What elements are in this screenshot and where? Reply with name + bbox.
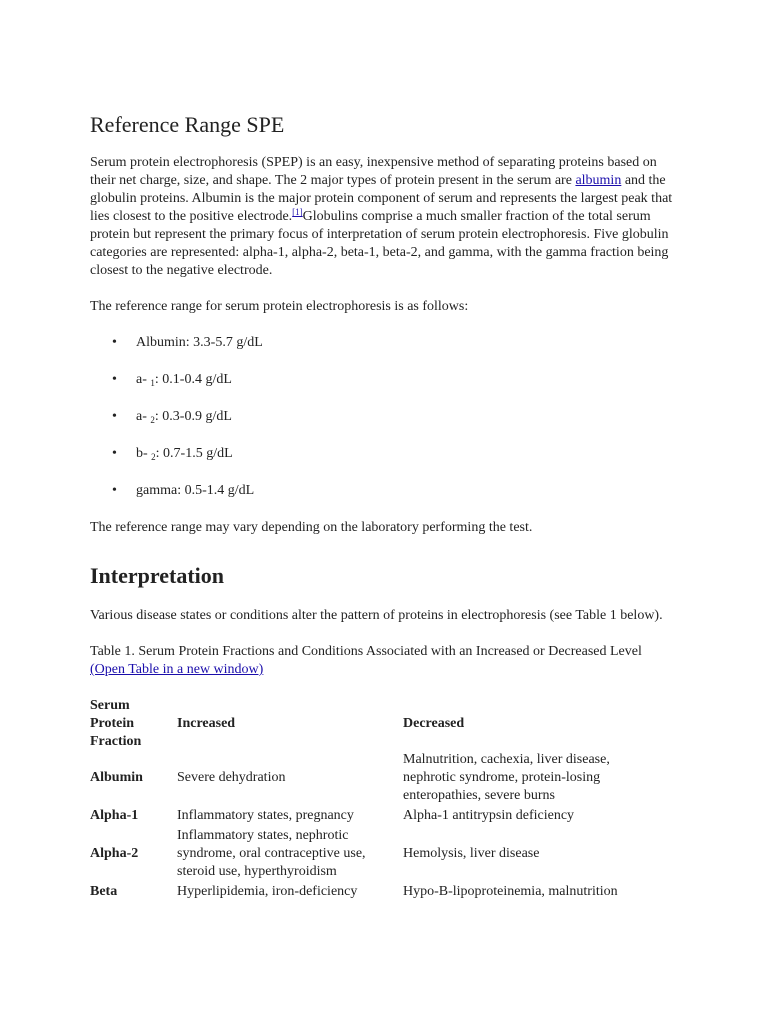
bullet-icon: • bbox=[112, 483, 117, 498]
range-value: : 0.5-1.4 g/dL bbox=[177, 483, 255, 498]
fraction-cell: Albumin bbox=[90, 770, 143, 785]
fraction-cell: Alpha-1 bbox=[90, 808, 139, 823]
decreased-cell: Alpha-1 antitrypsin deficiency bbox=[403, 808, 575, 823]
range-value: : 0.3-0.9 g/dL bbox=[154, 409, 232, 424]
range-subscript: 2 bbox=[151, 452, 156, 462]
decreased-cell: Hypo-B-lipoproteinemia, malnutrition bbox=[403, 884, 618, 899]
range-value: : 3.3-5.7 g/dL bbox=[185, 335, 263, 350]
table-header-row bbox=[90, 697, 663, 751]
table-row bbox=[90, 827, 663, 883]
range-subscript: 2 bbox=[150, 415, 155, 425]
range-value: : 0.1-0.4 g/dL bbox=[154, 372, 232, 387]
albumin-link[interactable]: albumin bbox=[575, 173, 622, 188]
list-item bbox=[112, 334, 680, 352]
table-row bbox=[90, 883, 663, 903]
intro-paragraph bbox=[90, 154, 680, 280]
fraction-cell: Alpha-2 bbox=[90, 846, 139, 861]
page-title: Reference Range SPE bbox=[90, 112, 285, 137]
protein-fractions-table bbox=[90, 697, 663, 903]
bullet-icon: • bbox=[112, 446, 117, 461]
intro-text-3: Globulins comprise a much smaller fraction of the total serum protein but represent the primary focus of interpretation of serum protein electrophoresis. Five globulin categories are represented: alpha-1, alpha-2, beta-1, beta-2, and gamma, with the gamma fraction being closest to the negative electrode. bbox=[90, 209, 669, 278]
list-item bbox=[112, 482, 680, 500]
list-item bbox=[112, 371, 680, 389]
decreased-cell: Malnutrition, cachexia, liver disease, nephrotic syndrome, protein-losing enteropathies, severe burns bbox=[403, 752, 610, 803]
column-header-increased: Increased bbox=[177, 716, 236, 731]
increased-cell: Hyperlipidemia, iron-deficiency bbox=[177, 884, 358, 899]
interpretation-paragraph: Various disease states or conditions alter the pattern of proteins in electrophoresis (see Table 1 below). bbox=[90, 608, 663, 623]
range-name: gamma bbox=[136, 483, 178, 498]
table-row bbox=[90, 807, 663, 827]
increased-cell: Inflammatory states, nephrotic syndrome, oral contraceptive use, steroid use, hyperthyroidism bbox=[177, 828, 366, 879]
range-value: : 0.7-1.5 g/dL bbox=[155, 446, 233, 461]
column-header-decreased: Decreased bbox=[403, 716, 465, 731]
bullet-icon: • bbox=[112, 372, 117, 387]
reference-range-list bbox=[90, 334, 680, 500]
reference-lead-text: The reference range for serum protein electrophoresis is as follows: bbox=[90, 299, 469, 314]
increased-cell: Inflammatory states, pregnancy bbox=[177, 808, 354, 823]
bullet-icon: • bbox=[112, 335, 117, 350]
column-header-fraction: Serum Protein Fraction bbox=[90, 698, 142, 749]
range-name: Albumin bbox=[136, 335, 186, 350]
intro-text-2: and the globulin proteins. Albumin is the major protein component of serum and represents the largest peak that lies closest to the positive electrode. bbox=[90, 173, 673, 224]
table-caption-text: Table 1. Serum Protein Fractions and Conditions Associated with an Increased or Decreased Level bbox=[90, 644, 642, 659]
citation-link[interactable]: [1] bbox=[292, 207, 303, 217]
list-item bbox=[112, 408, 680, 426]
range-name: a- bbox=[136, 372, 151, 387]
interpretation-heading: Interpretation bbox=[90, 563, 225, 588]
open-table-link[interactable]: (Open Table in a new window) bbox=[90, 662, 264, 677]
range-name: a- bbox=[136, 409, 151, 424]
table-row bbox=[90, 751, 663, 807]
range-name: b- bbox=[136, 446, 152, 461]
range-subscript: 1 bbox=[150, 378, 155, 388]
fraction-cell: Beta bbox=[90, 884, 118, 899]
decreased-cell: Hemolysis, liver disease bbox=[403, 846, 540, 861]
intro-text-1: Serum protein electrophoresis (SPEP) is an easy, inexpensive method of separating proteins based on their net charge, size, and shape. The 2 major types of protein present in the serum are bbox=[90, 155, 657, 188]
table-caption bbox=[90, 643, 680, 679]
increased-cell: Severe dehydration bbox=[177, 770, 286, 785]
reference-variation-note: The reference range may vary depending on the laboratory performing the test. bbox=[90, 520, 533, 535]
list-item bbox=[112, 445, 680, 463]
bullet-icon: • bbox=[112, 409, 117, 424]
